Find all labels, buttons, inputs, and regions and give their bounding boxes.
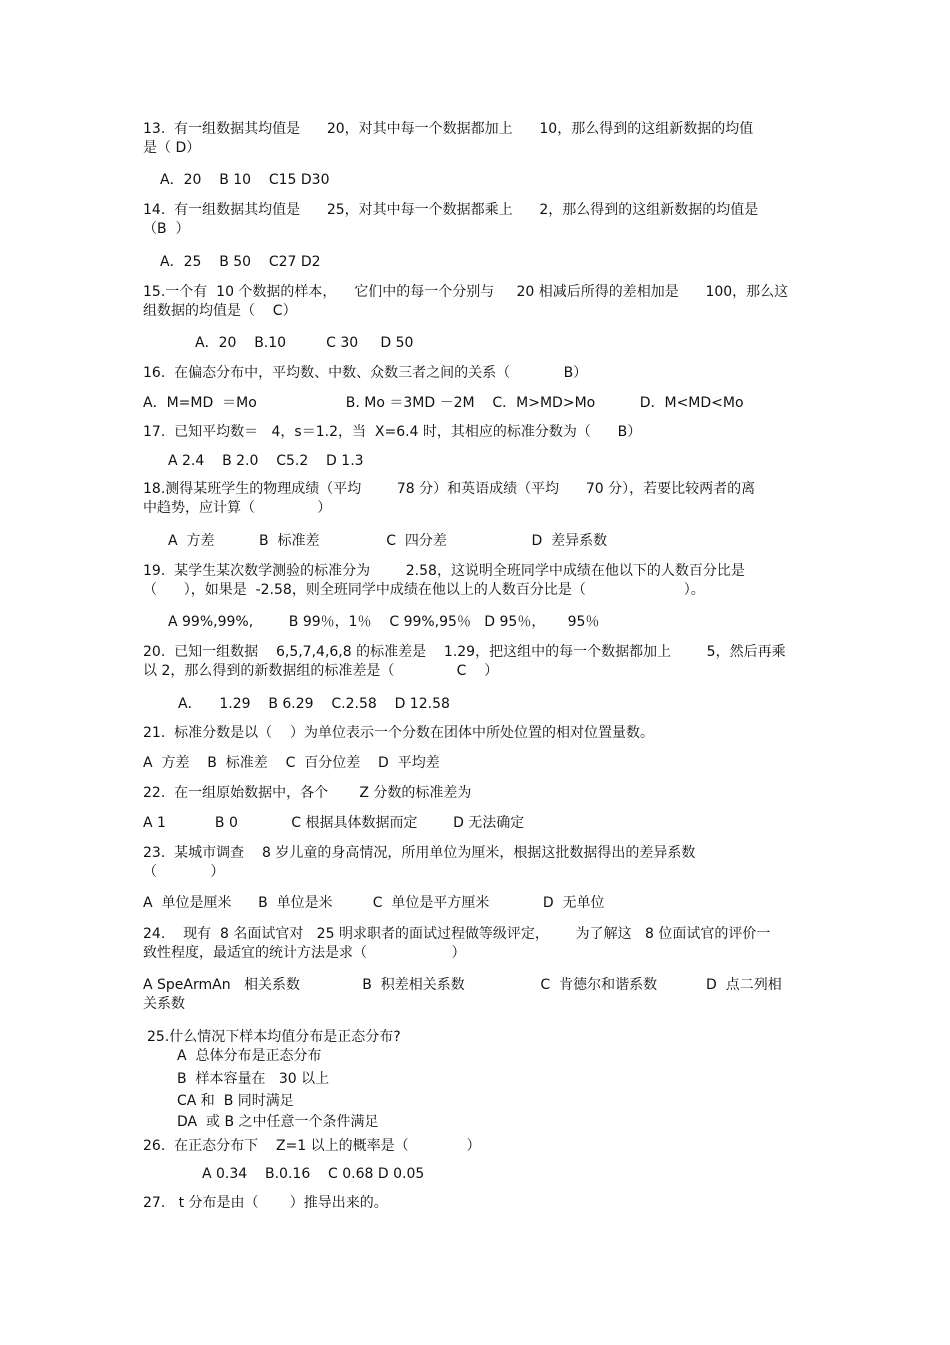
q19-stem-line1: 19. 某学生某次数学测验的标准分为 2.58，这说明全班同学中成绩在他以下的人数百分比是 (143, 563, 745, 579)
q18-stem-line1: 18.测得某班学生的物理成绩（平均 78 分）和英语成绩（平均 70 分），若要比较两者的离 (143, 481, 756, 497)
q14-stem-line1: 14. 有一组数据其均值是 25，对其中每一个数据都乘上 2，那么得到的这组新数据的均值是 (143, 202, 759, 218)
q24-options-line1: A SpeArmAn 相关系数 B 积差相关系数 C 肯德尔和谐系数 D 点二列相 (143, 977, 782, 993)
q18-options: A 方差 B 标准差 C 四分差 D 差异系数 (168, 533, 608, 549)
q19-options: A 99%,99%, B 99％，1％ C 99%,95％ D 95％， 95％ (168, 614, 600, 630)
q25-option-b: B 样本容量在 30 以上 (177, 1071, 330, 1087)
q25-option-d: DA 或 B 之中任意一个条件满足 (177, 1114, 379, 1130)
q20-options: A． 1.29 B 6.29 C.2.58 D 12.58 (178, 696, 450, 712)
q17-stem: 17. 已知平均数＝ 4，s＝1.2，当 X=6.4 时，其相应的标准分数为（ B） (143, 424, 642, 440)
q23-stem-line1: 23. 某城市调查 8 岁儿童的身高情况，所用单位为厘米，根据这批数据得出的差异系数 (143, 845, 696, 861)
q15-stem-line2: 组数据的均值是（ C） (143, 303, 297, 319)
q25-stem: 25.什么情况下样本均值分布是正态分布? (147, 1029, 401, 1045)
q14-options: A．25 B 50 C27 D2 (160, 254, 321, 270)
q22-stem: 22. 在一组原始数据中，各个 Z 分数的标准差为 (143, 785, 472, 801)
q16-stem: 16. 在偏态分布中，平均数、中数、众数三者之间的关系（ B） (143, 365, 588, 381)
q17-options: A 2.4 B 2.0 C5.2 D 1.3 (168, 453, 364, 469)
q13-stem-line2: 是（ D） (143, 140, 201, 156)
q13-options: A．20 B 10 C15 D30 (160, 172, 330, 188)
q23-options: A 单位是厘米 B 单位是米 C 单位是平方厘米 D 无单位 (143, 895, 605, 911)
q15-options: A．20 B.10 C 30 D 50 (195, 335, 414, 351)
q24-options-line2: 关系数 (143, 996, 185, 1012)
q16-options: A．M=MD ＝Mo B. Mo ＝3MD －2M C．M>MD>Mo D．M<MD<Mo (143, 395, 744, 411)
q24-stem-line2: 致性程度，最适宜的统计方法是求（ ） (143, 945, 466, 961)
q18-stem-line2: 中趋势，应计算（ ） (143, 500, 332, 516)
q21-stem: 21. 标准分数是以（ ）为单位表示一个分数在团体中所处位置的相对位置量数。 (143, 725, 654, 741)
q13-stem-line1: 13. 有一组数据其均值是 20，对其中每一个数据都加上 10，那么得到的这组新数据的均值 (143, 121, 754, 137)
q21-options: A 方差 B 标准差 C 百分位差 D 平均差 (143, 755, 440, 771)
q25-option-a: A 总体分布是正态分布 (177, 1048, 322, 1064)
q26-stem: 26. 在正态分布下 Z=1 以上的概率是（ ） (143, 1138, 481, 1154)
q22-options: A 1 B 0 C 根据具体数据而定 D 无法确定 (143, 815, 525, 831)
q20-stem-line1: 20. 已知一组数据 6,5,7,4,6,8 的标准差是 1.29，把这组中的每一个数据都加上 5，然后再乘 (143, 644, 786, 660)
q15-stem-line1: 15.一个有 10 个数据的样本， 它们中的每一个分别与 20 相减后所得的差相加是 100，那么这 (143, 284, 789, 300)
q20-stem-line2: 以 2，那么得到的新数据组的标准差是（ C ） (143, 663, 499, 679)
q14-stem-line2: （B ） (143, 221, 190, 237)
q19-stem-line2: （ ），如果是 -2.58，则全班同学中成绩在他以上的人数百分比是（ ）。 (143, 582, 705, 598)
q26-options: A 0.34 B.0.16 C 0.68 D 0.05 (202, 1166, 425, 1182)
q25-option-c: CA 和 B 同时满足 (177, 1093, 294, 1109)
q27-stem: 27. t 分布是由（ ）推导出来的。 (143, 1195, 388, 1211)
q23-stem-line2: （ ） (143, 864, 225, 880)
q24-stem-line1: 24. 现有 8 名面试官对 25 明求职者的面试过程做等级评定， 为了解这 8 位面试官的评价一 (143, 926, 771, 942)
